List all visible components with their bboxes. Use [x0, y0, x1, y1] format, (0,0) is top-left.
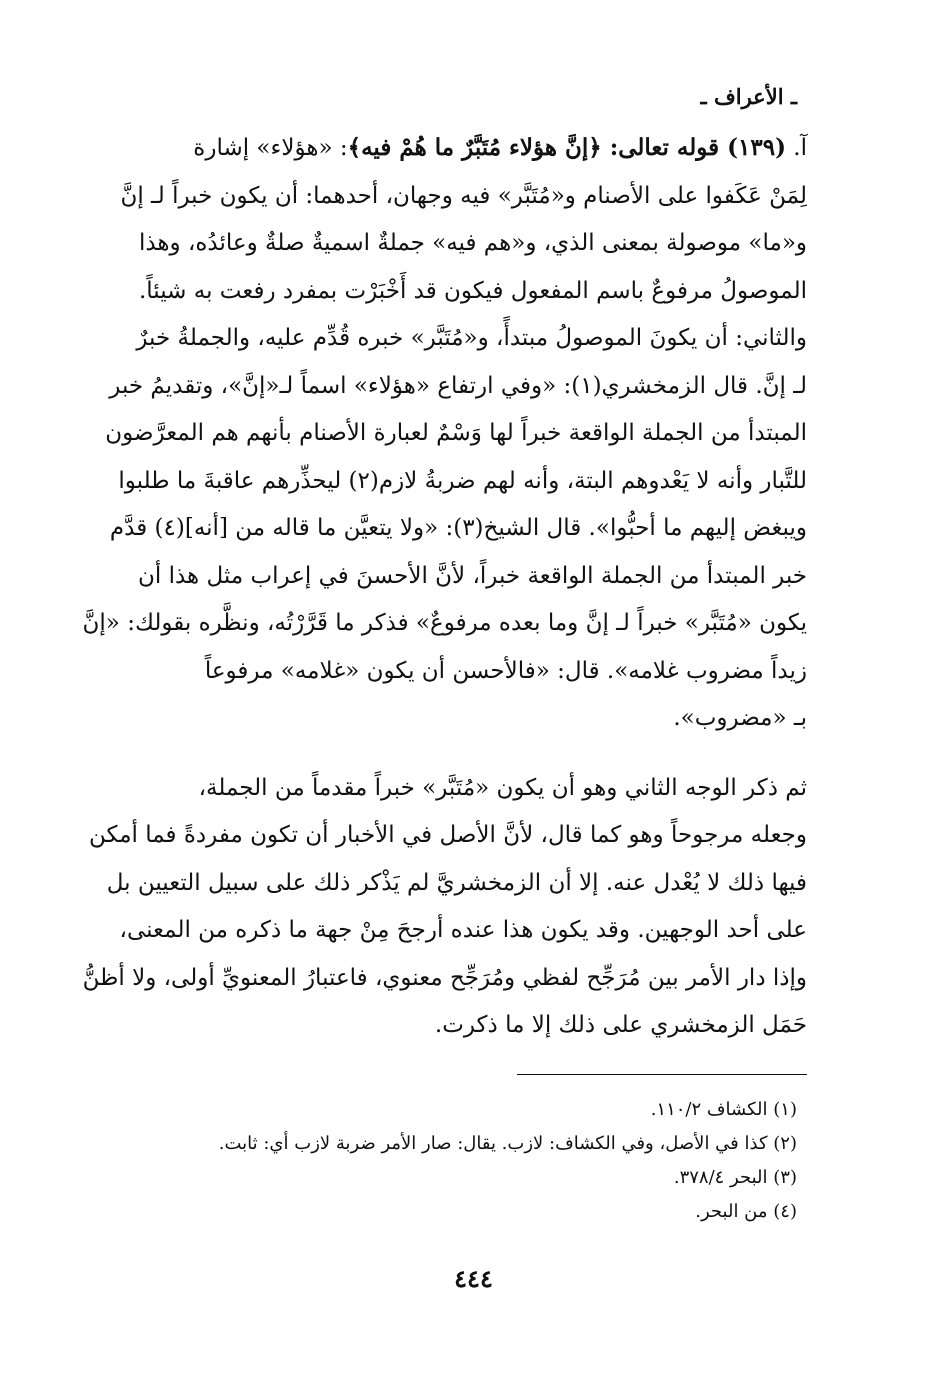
text-line: المبتدأ من الجملة الواقعة خبراً لها وَسْمٌ لعبارة الأصنام بأنهم هم المعرَّضون	[105, 420, 807, 446]
text-line: ويبغض إليهم ما أحبُّوا». قال الشيخ(٣): «ولا يتعيَّن ما قاله من [أنه](٤) قدَّم	[109, 515, 807, 541]
main-text	[82, 124, 807, 1050]
text-line: و«ما» موصولة بمعنى الذي، و«هم فيه» جملةٌ اسميةٌ صلةٌ وعائدُه، وهذا	[138, 230, 807, 256]
text-line: خبر المبتدأ من الجملة الواقعة خبراً، لأنَّ الأحسنَ في إعراب مثل هذا أن	[137, 562, 807, 589]
footnote	[137, 1195, 797, 1229]
footnote-number: (١)	[773, 1099, 797, 1120]
text-line: فيها ذلك لا يُعْدل عنه. إلا أن الزمخشريَّ لم يَذْكر ذلك على سبيل التعيين بل	[106, 869, 807, 896]
text-line	[135, 124, 807, 173]
entry-marker: آ.	[785, 135, 807, 161]
footnote-text: البحر ٣٧٨/٤.	[673, 1167, 768, 1188]
footnote-text: كذا في الأصل، وفي الكشاف: لازب. يقال: صار الأمر ضربة لازب أي: ثابت.	[218, 1133, 768, 1154]
text-line: لـ إنَّ. قال الزمخشري(١): «وفي ارتفاع «هؤلاء» اسماً لـ«إنَّ»، وتقديمُ خبر	[109, 372, 807, 399]
text-line: ثم ذكر الوجه الثاني وهو أن يكون «مُتَبَّر» خبراً مقدماً من الجملة،	[198, 774, 807, 801]
footnote-number: (٣)	[773, 1167, 797, 1188]
text-line: حَمَل الزمخشري على ذلك إلا ما ذكرت.	[434, 1012, 807, 1038]
footnotes	[137, 1093, 797, 1229]
footnote-number: (٢)	[773, 1133, 797, 1154]
text-line: للتَّبار وأنه لا يَعْدوهم البتة، وأنه لهم ضربةُ لازم(٢) ليحذِّرهم عاقبةَ ما طلبوا	[118, 467, 807, 494]
running-header: ـ الأعراف ـ	[700, 84, 797, 109]
text-line: لِمَنْ عَكَفوا على الأصنام و«مُتَبَّر» فيه وجهان، أحدهما: أن يكون خبراً لـ إنَّ	[120, 182, 807, 209]
text-line: بـ «مضروب».	[673, 705, 807, 731]
text-line: الموصولُ مرفوعٌ باسم المفعول فيكون قد أَخْبَرْت بمفرد رفعت به شيئاً.	[138, 277, 807, 304]
line-text: : «هؤلاء» إشارة	[193, 135, 348, 161]
text-line: وإذا دار الأمر بين مُرَجِّح لفظي ومُرَجِّح معنوي، فاعتبارُ المعنويِّ أولى، ولا أظنُّ	[82, 964, 807, 991]
verse-heading: (١٣٩) قوله تعالى: ﴿إنَّ هؤلاء مُتَبَّرٌ ما هُمْ فيه﴾	[347, 134, 786, 161]
footnote-text: الكشاف ١١٠/٢.	[650, 1099, 768, 1120]
text-line: وجعله مرجوحاً وهو كما قال، لأنَّ الأصل في الأخبار أن تكون مفردةً فما أمكن	[89, 822, 807, 848]
text-line: على أحد الوجهين. وقد يكون هذا عنده أرجحَ مِنْ جهة ما ذكره من المعنى،	[119, 917, 807, 943]
footnote-text: من البحر.	[695, 1201, 768, 1222]
footnote	[137, 1093, 797, 1127]
text-line: والثاني: أن يكونَ الموصولُ مبتدأً، و«مُتَبَّر» خبره قُدِّم عليه، والجملةُ خبرٌ	[136, 325, 807, 351]
page-number: ٤٤٤	[454, 1264, 493, 1293]
text-line: يكون «مُتَبَّر» خبراً لـ إنَّ وما بعده مرفوعٌ» فذكر ما قَرَّرْتُه، ونظَّره بقولك: «إنَّ	[82, 610, 807, 636]
footnote	[137, 1161, 797, 1195]
footnote-number: (٤)	[773, 1201, 797, 1222]
footnote	[137, 1127, 797, 1161]
text-line: زيداً مضروب غلامه». قال: «فالأحسن أن يكون «غلامه» مرفوعاً	[204, 657, 807, 684]
footnote-divider	[517, 1074, 807, 1075]
